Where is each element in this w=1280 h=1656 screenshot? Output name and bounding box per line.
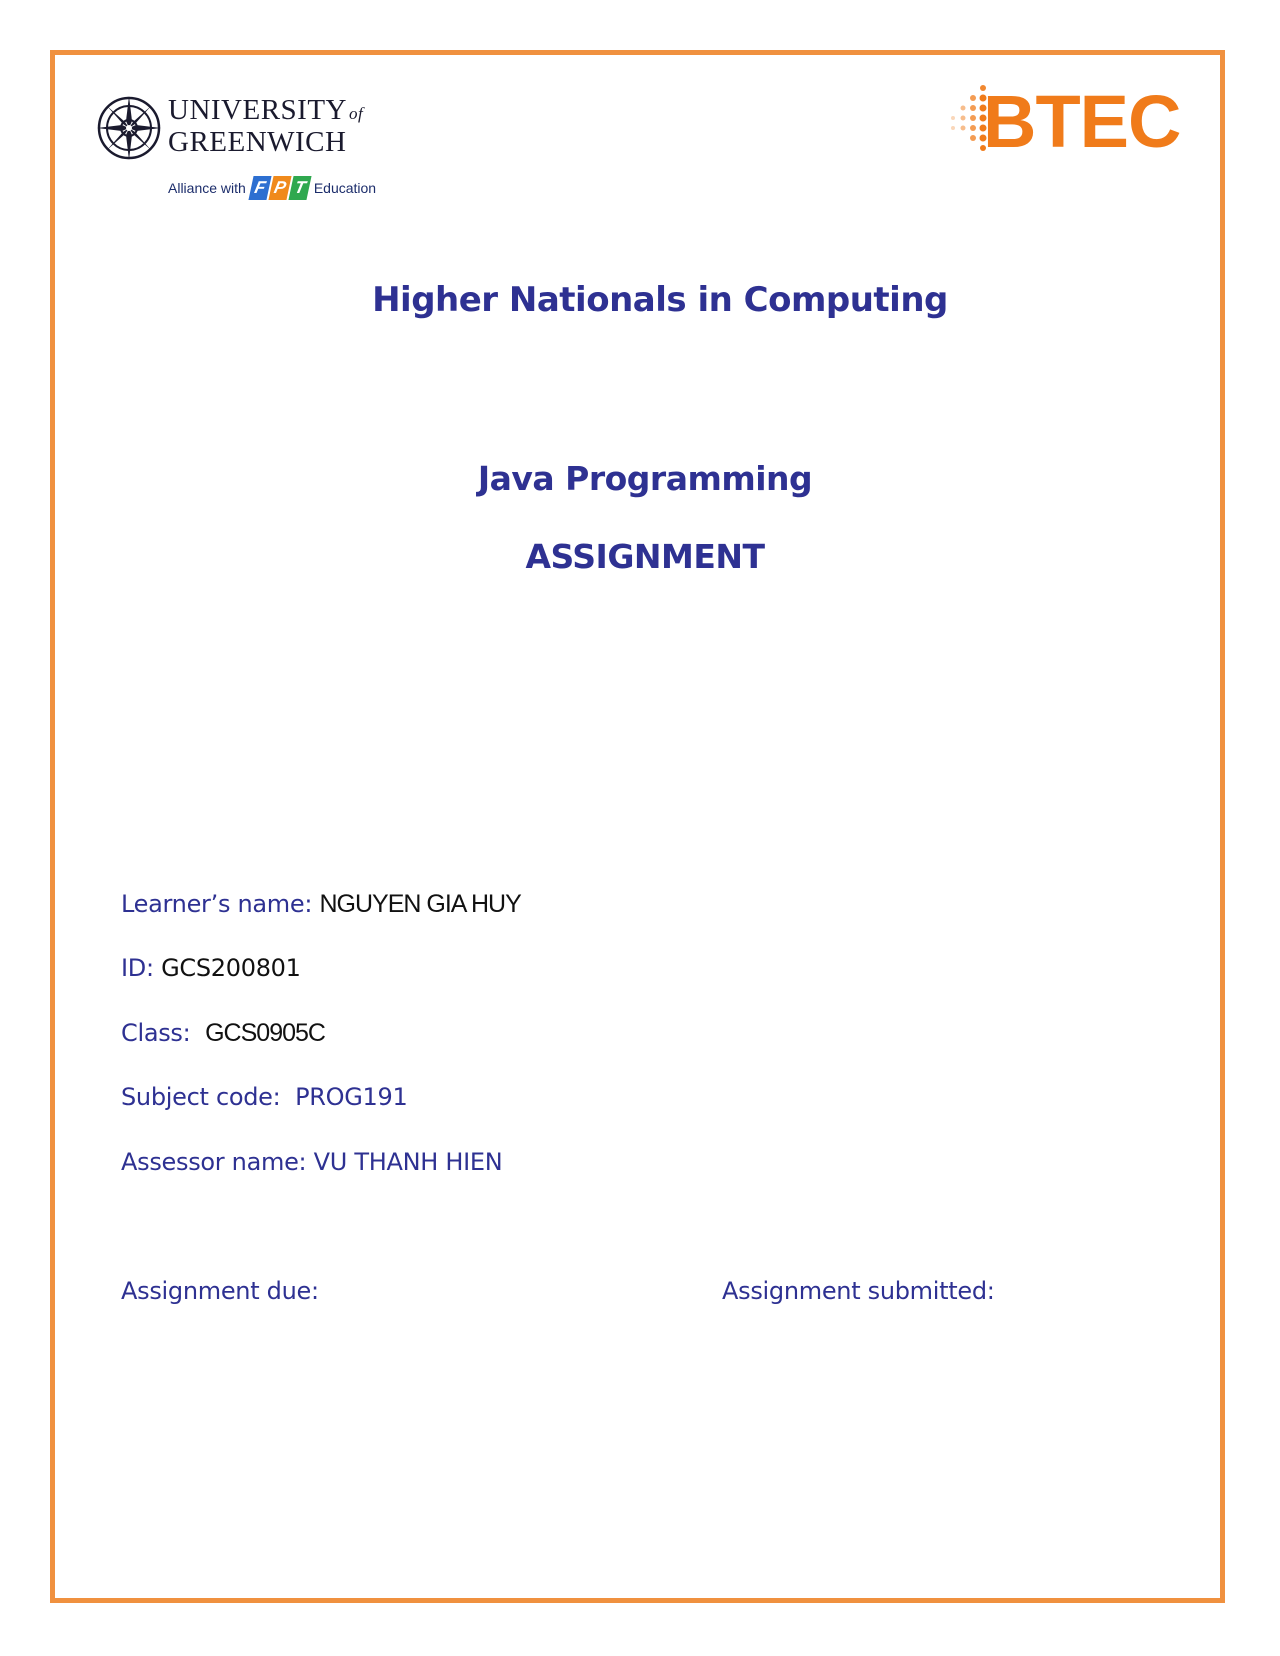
- assessor-name-field: [121, 1148, 502, 1176]
- btec-logo: [947, 82, 1199, 162]
- document-type: ASSIGNMENT: [525, 537, 765, 576]
- fpt-logo: [251, 176, 309, 200]
- compass-rose-icon: [96, 95, 162, 161]
- greenwich-logo: [96, 92, 386, 212]
- assessor-name-label: Assessor name:: [121, 1148, 307, 1176]
- id-value: GCS200801: [161, 954, 301, 982]
- alliance-suffix: Education: [313, 180, 377, 196]
- greenwich-line2: GREENWICH: [168, 126, 347, 158]
- learner-name-value: NGUYEN GIA HUY: [319, 890, 521, 918]
- id-field: [121, 954, 301, 982]
- assessor-name-value: VU THANH HIEN: [313, 1148, 503, 1176]
- class-value: GCS0905C: [205, 1019, 325, 1047]
- fpt-letter-p: P: [268, 176, 291, 200]
- greenwich-line1: UNIVERSITY: [168, 94, 347, 126]
- subject-code-field: [121, 1083, 407, 1111]
- fpt-letter-f: F: [248, 176, 271, 200]
- alliance-prefix: Alliance with: [168, 180, 246, 196]
- fpt-letter-t: T: [288, 176, 311, 200]
- assignment-due-label: Assignment due:: [121, 1277, 319, 1305]
- learner-name-field: [121, 890, 521, 919]
- fpt-alliance: [168, 176, 376, 200]
- subject-title: Java Programming: [477, 459, 813, 498]
- programme-title: Higher Nationals in Computing: [372, 280, 948, 320]
- assignment-submitted-label: Assignment submitted:: [722, 1277, 995, 1305]
- subject-code-label: Subject code:: [121, 1083, 281, 1111]
- subject-code-value: PROG191: [295, 1083, 408, 1111]
- class-label: Class:: [121, 1019, 191, 1047]
- greenwich-wordmark: [168, 96, 363, 157]
- btec-wordmark: BTEC: [983, 80, 1181, 163]
- learner-name-label: Learner’s name:: [121, 890, 313, 918]
- class-field: [121, 1019, 325, 1048]
- greenwich-of: of: [349, 104, 364, 123]
- id-label: ID:: [121, 954, 154, 982]
